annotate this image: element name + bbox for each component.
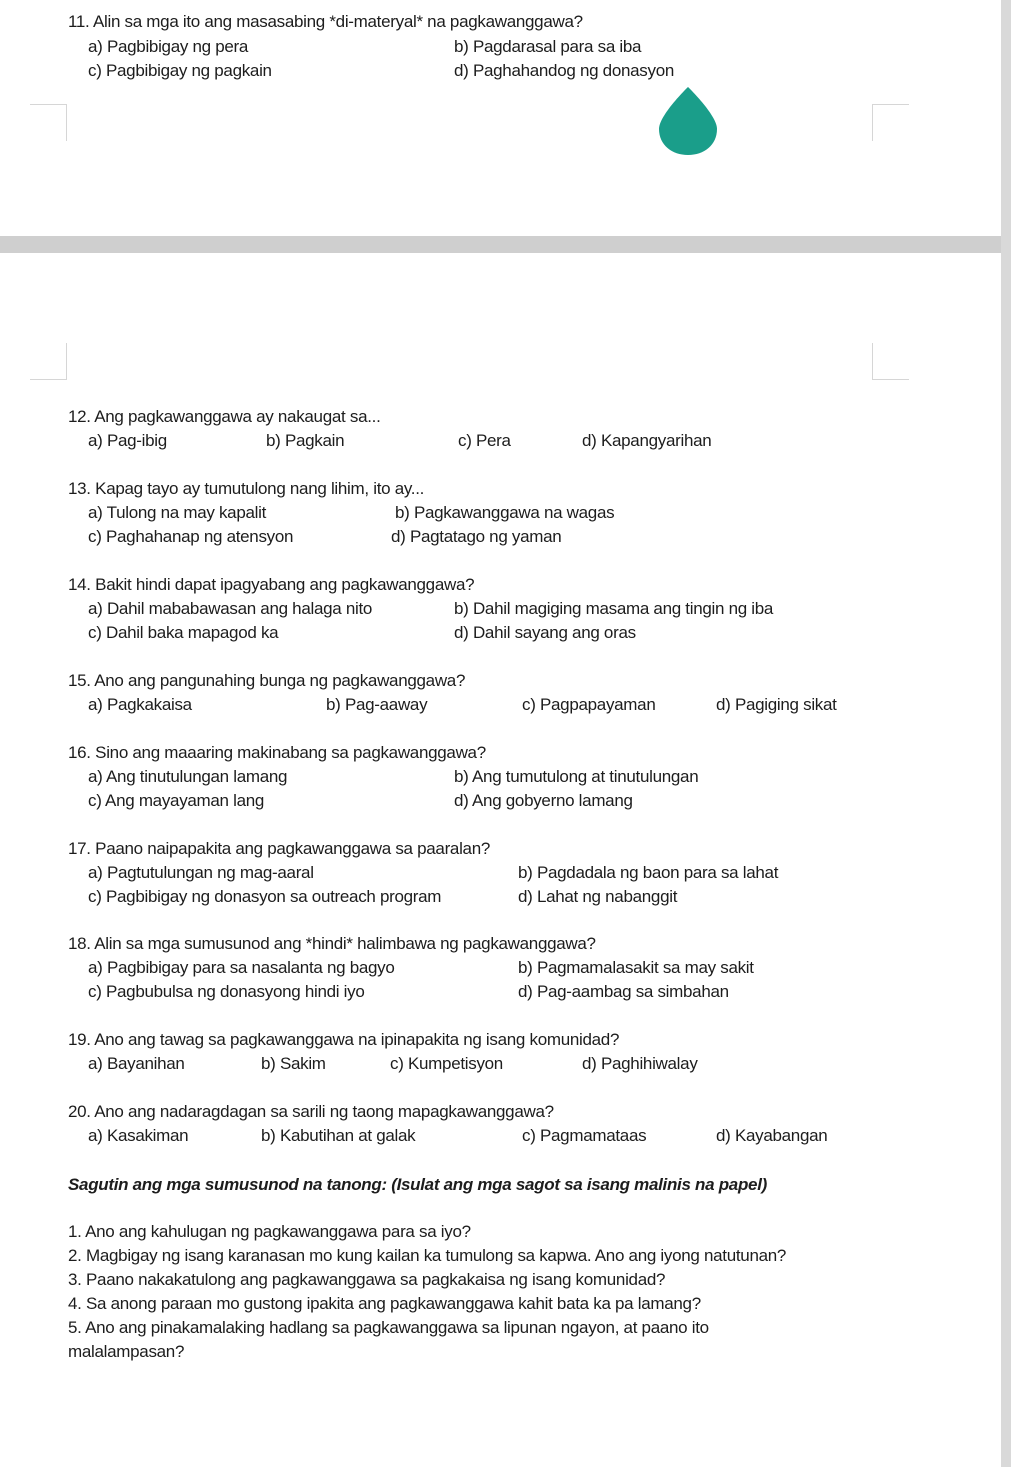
q19-option-d[interactable]: d) Paghihiwalay [582,1054,698,1073]
q15-option-d[interactable]: d) Pagiging sikat [716,695,837,714]
q17-option-c[interactable]: c) Pagbibigay ng donasyon sa outreach program [88,887,442,906]
crop-corner-bottom-left-icon[interactable] [30,343,67,380]
q11-option-c[interactable]: c) Pagbibigay ng pagkain [88,61,272,80]
crop-corner-bottom-right-icon[interactable] [872,343,909,380]
question-15: 15. Ano ang pangunahing bunga ng pagkawanggawa? [68,671,466,690]
q12-option-b[interactable]: b) Pagkain [266,431,345,450]
q17-option-a[interactable]: a) Pagtutulungan ng mag-aaral [88,863,314,882]
q20-option-c[interactable]: c) Pagmamataas [522,1126,647,1145]
section-instructions: Sagutin ang mga sumusunod na tanong: (Isulat ang mga sagot sa isang malinis na papel) [68,1175,767,1194]
q18-option-d[interactable]: d) Pag-aambag sa simbahan [518,982,729,1001]
q17-option-d[interactable]: d) Lahat ng nabanggit [518,887,678,906]
q20-option-a[interactable]: a) Kasakiman [88,1126,189,1145]
q19-option-c[interactable]: c) Kumpetisyon [390,1054,503,1073]
q19-option-b[interactable]: b) Sakim [261,1054,326,1073]
teardrop-marker-icon[interactable] [657,85,719,157]
q14-option-a[interactable]: a) Dahil mababawasan ang halaga nito [88,599,373,618]
q14-option-d[interactable]: d) Dahil sayang ang oras [454,623,636,642]
question-14: 14. Bakit hindi dapat ipagyabang ang pagkawanggawa? [68,575,475,594]
question-19: 19. Ano ang tawag sa pagkawanggawa na ipinapakita ng isang komunidad? [68,1030,620,1049]
q13-option-d[interactable]: d) Pagtatago ng yaman [391,527,562,546]
q12-option-a[interactable]: a) Pag-ibig [88,431,167,450]
q14-option-b[interactable]: b) Dahil magiging masama ang tingin ng iba [454,599,774,618]
open-question-5-continued: malalampasan? [68,1342,185,1361]
q16-option-a[interactable]: a) Ang tinutulungan lamang [88,767,288,786]
q16-option-c[interactable]: c) Ang mayayaman lang [88,791,265,810]
q13-option-c[interactable]: c) Paghahanap ng atensyon [88,527,294,546]
question-12: 12. Ang pagkawanggawa ay nakaugat sa... [68,407,381,426]
screenshot-separator [0,236,1001,253]
q12-option-c[interactable]: c) Pera [458,431,511,450]
scrollbar-track[interactable] [1001,0,1011,1467]
q15-option-a[interactable]: a) Pagkakaisa [88,695,192,714]
question-18: 18. Alin sa mga sumusunod ang *hindi* halimbawa ng pagkawanggawa? [68,934,596,953]
open-question-4: 4. Sa anong paraan mo gustong ipakita ang pagkawanggawa kahit bata ka pa lamang? [68,1294,701,1313]
q18-option-c[interactable]: c) Pagbubulsa ng donasyong hindi iyo [88,982,365,1001]
q20-option-b[interactable]: b) Kabutihan at galak [261,1126,416,1145]
q14-option-c[interactable]: c) Dahil baka mapagod ka [88,623,279,642]
q13-option-b[interactable]: b) Pagkawanggawa na wagas [395,503,615,522]
q20-option-d[interactable]: d) Kayabangan [716,1126,828,1145]
question-13: 13. Kapag tayo ay tumutulong nang lihim, ito ay... [68,479,425,498]
q16-option-b[interactable]: b) Ang tumutulong at tinutulungan [454,767,699,786]
open-question-3: 3. Paano nakakatulong ang pagkawanggawa sa pagkakaisa ng isang komunidad? [68,1270,666,1289]
q13-option-a[interactable]: a) Tulong na may kapalit [88,503,267,522]
q18-option-b[interactable]: b) Pagmamalasakit sa may sakit [518,958,754,977]
q15-option-b[interactable]: b) Pag-aaway [326,695,428,714]
open-question-5: 5. Ano ang pinakamalaking hadlang sa pagkawanggawa sa lipunan ngayon, at paano ito [68,1318,709,1337]
q11-option-b[interactable]: b) Pagdarasal para sa iba [454,37,642,56]
question-16: 16. Sino ang maaaring makinabang sa pagkawanggawa? [68,743,486,762]
q18-option-a[interactable]: a) Pagbibigay para sa nasalanta ng bagyo [88,958,395,977]
q11-option-a[interactable]: a) Pagbibigay ng pera [88,37,249,56]
crop-corner-top-right-icon[interactable] [872,104,909,141]
question-17: 17. Paano naipapakita ang pagkawanggawa sa paaralan? [68,839,491,858]
q15-option-c[interactable]: c) Pagpapayaman [522,695,656,714]
q16-option-d[interactable]: d) Ang gobyerno lamang [454,791,633,810]
open-question-2: 2. Magbigay ng isang karanasan mo kung kailan ka tumulong sa kapwa. Ano ang iyong natutunan? [68,1246,787,1265]
q11-option-d[interactable]: d) Paghahandog ng donasyon [454,61,675,80]
question-11: 11. Alin sa mga ito ang masasabing *di-materyal* na pagkawanggawa? [68,12,583,31]
crop-corner-top-left-icon[interactable] [30,104,67,141]
question-20: 20. Ano ang nadaragdagan sa sarili ng taong mapagkawanggawa? [68,1102,554,1121]
q12-option-d[interactable]: d) Kapangyarihan [582,431,712,450]
open-question-1: 1. Ano ang kahulugan ng pagkawanggawa para sa iyo? [68,1222,471,1241]
q19-option-a[interactable]: a) Bayanihan [88,1054,185,1073]
q17-option-b[interactable]: b) Pagdadala ng baon para sa lahat [518,863,779,882]
